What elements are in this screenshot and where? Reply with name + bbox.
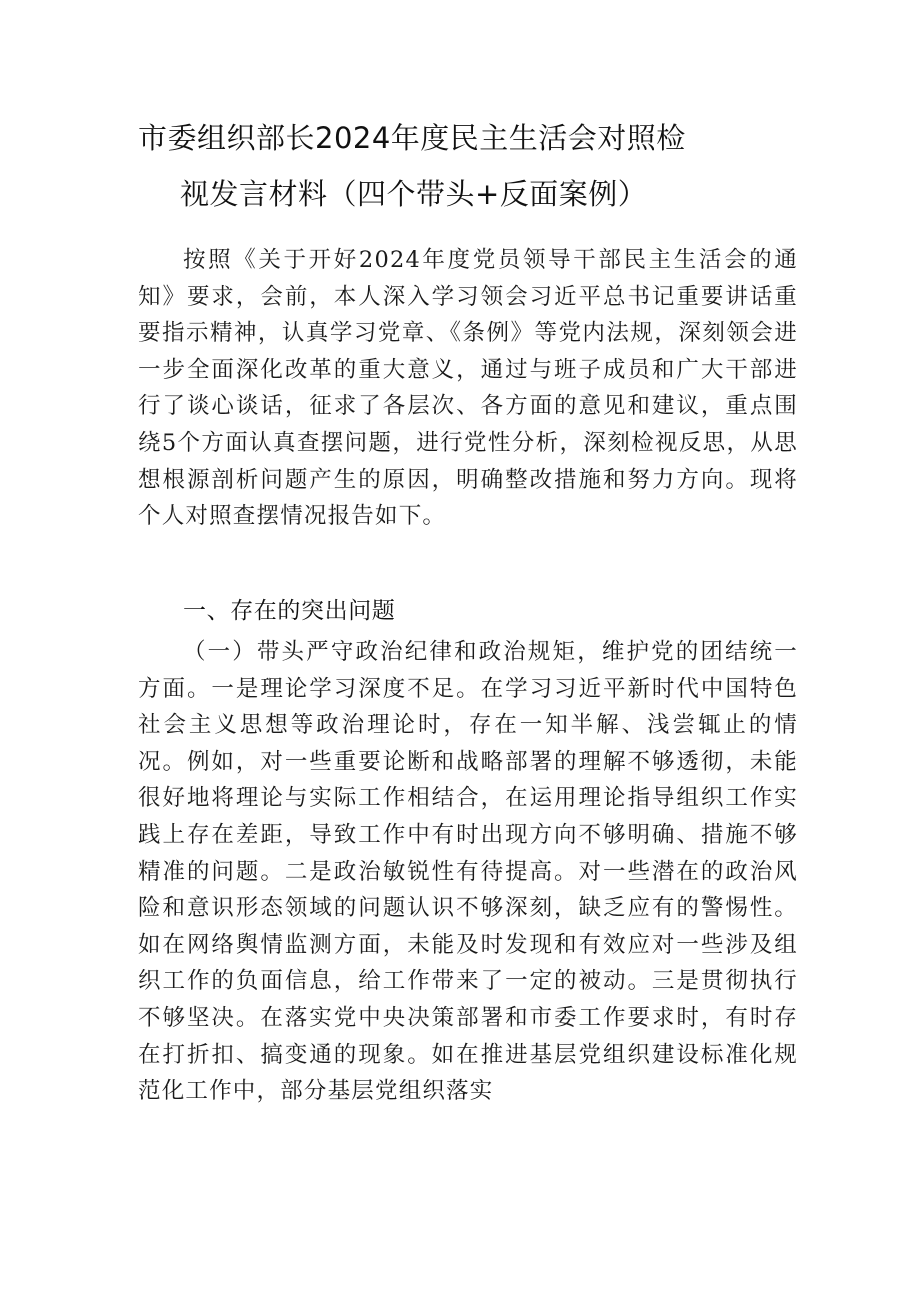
document-title-line-2: 视发言材料（四个带头+反面案例）	[180, 177, 648, 211]
section-heading: 一、存在的突出问题	[183, 598, 396, 624]
document-title-line-1: 市委组织部长2024年度民主生活会对照检	[138, 121, 686, 155]
intro-paragraph: 按照《关于开好2024年度党员领导干部民主生活会的通知》要求，会前，本人深入学习领会习近平总书记重要讲话重要指示精神，认真学习党章、《条例》等党内法规，深刻领会进一步全面深化改革的重大意义，通过与班子成员和广大干部进行了谈心谈话，征求了各层次、各方面的意见和建议，重点围绕5个方面认真查摆问题，进行党性分析，深刻检视反思，从思想根源剖析问题产生的原因，明确整改措施和努力方向。现将个人对照查摆情况报告如下。	[138, 247, 798, 530]
section-paragraph: （一）带头严守政治纪律和政治规矩，维护党的团结统一方面。一是理论学习深度不足。在学习习近平新时代中国特色社会主义思想等政治理论时，存在一知半解、浅尝辄止的情况。例如，对一些重要论断和战略部署的理解不够透彻，未能很好地将理论与实际工作相结合，在运用理论指导组织工作实践上存在差距，导致工作中有时出现方向不够明确、措施不够精准的问题。二是政治敏锐性有待提高。对一些潜在的政治风险和意识形态领域的问题认识不够深刻，缺乏应有的警惕性。如在网络舆情监测方面，未能及时发现和有效应对一些涉及组织工作的负面信息，给工作带来了一定的被动。三是贯彻执行不够坚决。在落实党中央决策部署和市委工作要求时，有时存在打折扣、搞变通的现象。如在推进基层党组织建设标准化规范化工作中，部分基层党组织落实	[138, 639, 798, 1105]
